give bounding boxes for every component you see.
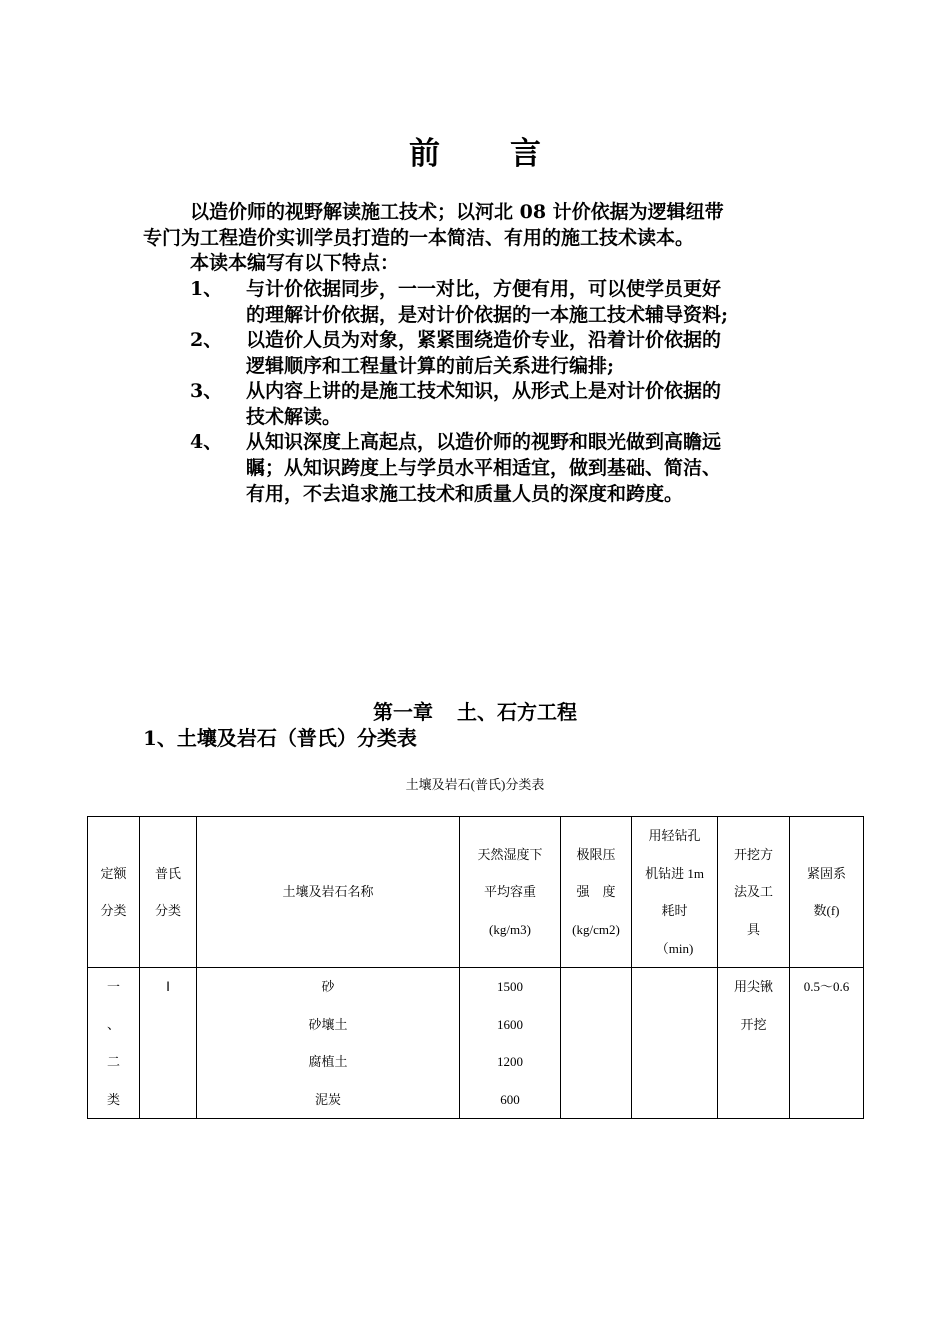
header-excavation-method: 开挖方 法及工 具 xyxy=(718,817,790,968)
header-protodyakonov-class: 普氏 分类 xyxy=(140,817,197,968)
cell-excavation-method: 用尖锹 开挖 xyxy=(718,968,790,1119)
cell-firmness-coefficient: 0.5～0.6 xyxy=(790,968,864,1119)
feature-number: 3、 xyxy=(190,380,223,402)
intro-line-1: 以造价师的视野解读施工技术；以河北 08 计价依据为逻辑纽带 xyxy=(190,201,724,223)
feature-line: 以造价人员为对象，紧紧围绕造价专业，沿着计价依据的 xyxy=(246,329,722,351)
table-row xyxy=(88,968,864,1119)
cell-densities: 1500 1600 1200 600 xyxy=(460,968,561,1119)
cell-protodyakonov-class: Ⅰ xyxy=(140,968,197,1119)
features-intro: 本读本编写有以下特点： xyxy=(190,252,400,274)
feature-number: 1、 xyxy=(190,278,223,300)
feature-number: 2、 xyxy=(190,329,223,351)
cell-ultimate-strength xyxy=(561,968,632,1119)
chapter-title xyxy=(0,696,950,725)
section-title: 1、土壤及岩石（普氏）分类表 xyxy=(143,726,417,750)
feature-line: 与计价依据同步，一一对比，方便有用，可以使学员更好 xyxy=(246,278,722,300)
feature-number: 4、 xyxy=(190,431,223,453)
feature-line: 瞩；从知识跨度上与学员水平相适宜，做到基础、简洁、 xyxy=(246,457,722,479)
intro-line-2: 专门为工程造价实训学员打造的一本简洁、有用的施工技术读本。 xyxy=(143,227,695,249)
feature-line: 逻辑顺序和工程量计算的前后关系进行编排; xyxy=(246,355,615,377)
header-drill-time: 用轻钻孔 机钻进 1m 耗时 （min) xyxy=(632,817,718,968)
cell-soil-names: 砂 砂壤土 腐植土 泥炭 xyxy=(197,968,460,1119)
cell-drill-time xyxy=(632,968,718,1119)
header-ultimate-strength: 极限压 强 度 (kg/cm2) xyxy=(561,817,632,968)
cell-quota-class: 一 、 二 类 xyxy=(88,968,140,1119)
chapter-number: 第一章 xyxy=(373,700,433,724)
header-density: 天然湿度下 平均容重 (kg/m3) xyxy=(460,817,561,968)
table-caption: 土壤及岩石(普氏)分类表 xyxy=(405,777,545,792)
feature-line: 从内容上讲的是施工技术知识，从形式上是对计价依据的 xyxy=(246,380,722,402)
table-header-row xyxy=(88,817,864,968)
feature-line: 有用，不去追求施工技术和质量人员的深度和跨度。 xyxy=(246,483,684,505)
feature-line: 的理解计价依据，是对计价依据的一本施工技术辅导资料; xyxy=(246,304,729,326)
header-soil-name: 土壤及岩石名称 xyxy=(197,817,460,968)
feature-line: 从知识深度上高起点，以造价师的视野和眼光做到高瞻远 xyxy=(246,431,722,453)
header-quota-class: 定额 分类 xyxy=(88,817,140,968)
soil-classification-table xyxy=(87,816,864,1119)
header-firmness-coefficient: 紧固系 数(f) xyxy=(790,817,864,968)
preface-title: 前言 xyxy=(409,136,611,172)
chapter-name: 土、石方工程 xyxy=(457,700,577,724)
feature-line: 技术解读。 xyxy=(246,406,342,428)
